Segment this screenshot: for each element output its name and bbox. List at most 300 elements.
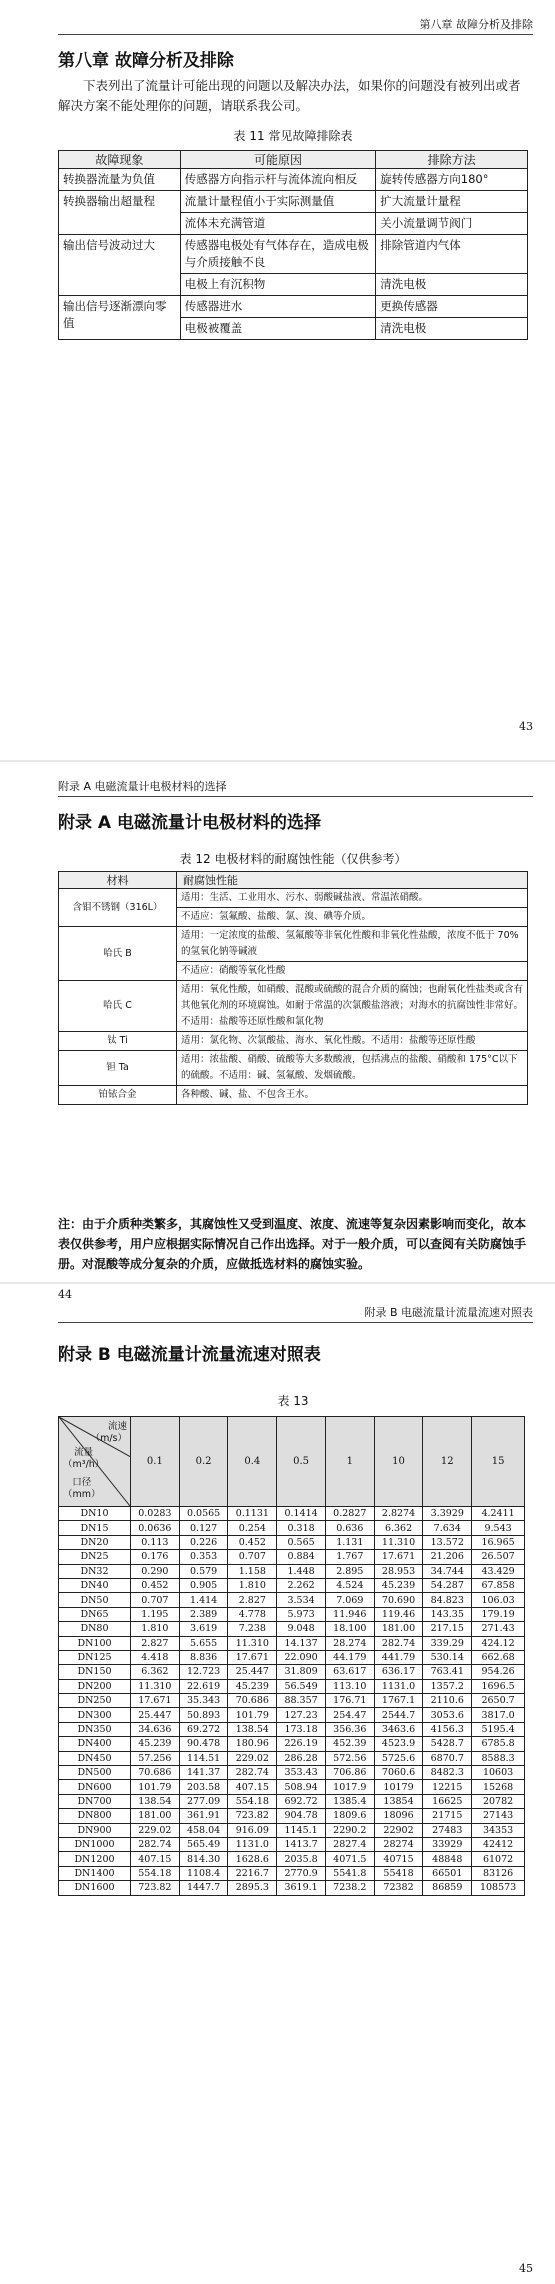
flow-value-cell: 28.274 bbox=[325, 1636, 374, 1650]
flow-value-cell: 4.524 bbox=[325, 1578, 374, 1592]
flow-value-cell: 2.389 bbox=[179, 1607, 228, 1621]
flow-value-cell: 70.686 bbox=[228, 1694, 277, 1708]
flow-value-cell: 9.048 bbox=[277, 1622, 326, 1636]
flow-value-cell: 179.19 bbox=[472, 1607, 525, 1621]
flow-value-cell: 0.452 bbox=[131, 1578, 180, 1592]
flow-value-cell: 954.26 bbox=[472, 1665, 525, 1679]
flow-value-cell: 2827.4 bbox=[325, 1837, 374, 1851]
column-header: 故障现象 bbox=[59, 151, 181, 169]
diameter-axis-label: 口径 （mm） bbox=[63, 1477, 101, 1500]
property-cell: 适用：生活、工业用水、污水、弱酸碱盐液、常温浓硝酸。 bbox=[177, 889, 528, 908]
flow-value-cell: 723.82 bbox=[228, 1809, 277, 1823]
flow-value-cell: 27143 bbox=[472, 1809, 525, 1823]
flow-value-cell: 2110.6 bbox=[423, 1694, 472, 1708]
flow-value-cell: 5428.7 bbox=[423, 1737, 472, 1751]
diameter-cell: DN350 bbox=[59, 1722, 131, 1736]
column-header: 可能原因 bbox=[180, 151, 376, 169]
diameter-cell: DN32 bbox=[59, 1564, 131, 1578]
flow-value-cell: 1.195 bbox=[131, 1607, 180, 1621]
flow-value-cell: 0.636 bbox=[325, 1521, 374, 1535]
troubleshooting-table bbox=[58, 150, 528, 340]
cause-cell: 电极上有沉积物 bbox=[180, 274, 376, 296]
flow-value-cell: 1.131 bbox=[325, 1535, 374, 1549]
material-cell: 钛 Ti bbox=[59, 1032, 177, 1051]
flow-value-cell: 2.895 bbox=[325, 1564, 374, 1578]
velocity-header: 15 bbox=[472, 1417, 525, 1507]
cause-cell: 传感器方向指示杆与流体流向相反 bbox=[180, 169, 376, 191]
diameter-cell: DN900 bbox=[59, 1823, 131, 1837]
material-cell: 钽 Ta bbox=[59, 1051, 177, 1086]
flow-value-cell: 1017.9 bbox=[325, 1780, 374, 1794]
flow-value-cell: 48848 bbox=[423, 1852, 472, 1866]
symptom-cell: 转换器输出超量程 bbox=[59, 191, 181, 235]
flow-value-cell: 5195.4 bbox=[472, 1722, 525, 1736]
flow-value-cell: 254.47 bbox=[325, 1708, 374, 1722]
flow-value-cell: 763.41 bbox=[423, 1665, 472, 1679]
flow-value-cell: 88.357 bbox=[277, 1694, 326, 1708]
flow-value-cell: 8482.3 bbox=[423, 1766, 472, 1780]
property-cell: 适用：浓盐酸、硝酸、硫酸等大多数酸液，包括沸点的盐酸、硝酸和 175°C以下的硫酸。不适用：碱、氢氟酸、发烟硫酸。 bbox=[177, 1051, 528, 1086]
material-cell: 铂铱合金 bbox=[59, 1086, 177, 1105]
flow-value-cell: 452.39 bbox=[325, 1737, 374, 1751]
flow-value-cell: 229.02 bbox=[131, 1823, 180, 1837]
flow-value-cell: 5.973 bbox=[277, 1607, 326, 1621]
property-cell: 适用：氯化物、次氯酸盐、海水、氧化性酸。不适用：盐酸等还原性酸 bbox=[177, 1032, 528, 1051]
table-row bbox=[59, 1665, 525, 1679]
diameter-cell: DN250 bbox=[59, 1694, 131, 1708]
table-header-row bbox=[59, 872, 528, 889]
flow-value-cell: 286.28 bbox=[277, 1751, 326, 1765]
cause-cell: 流体未充满管道 bbox=[180, 213, 376, 235]
page-43 bbox=[0, 0, 555, 760]
flow-value-cell: 904.78 bbox=[277, 1809, 326, 1823]
flow-value-cell: 114.51 bbox=[179, 1751, 228, 1765]
flow-value-cell: 1385.4 bbox=[325, 1794, 374, 1808]
flow-value-cell: 40715 bbox=[374, 1852, 423, 1866]
running-head: 附录 B 电磁流量计流量流速对照表 bbox=[364, 1306, 533, 1319]
table-caption: 表 11 常见故障排除表 bbox=[233, 129, 353, 143]
flow-value-cell: 28274 bbox=[374, 1837, 423, 1851]
flow-value-cell: 69.272 bbox=[179, 1722, 228, 1736]
flow-value-cell: 54.287 bbox=[423, 1578, 472, 1592]
flow-value-cell: 8.836 bbox=[179, 1650, 228, 1664]
material-note: 注：由于介质种类繁多，其腐蚀性又受到温度、浓度、流速等复杂因素影响而变化，故本表仅供参考，用户应根据实际情况自己作出选择。对于一般介质，可以查阅有关防腐蚀手册。对混酸等成分复杂的介质，应做抵选材料的腐蚀实验。 bbox=[58, 1217, 527, 1271]
flow-value-cell: 11.310 bbox=[131, 1679, 180, 1693]
velocity-axis-label: 流速 （m/s） bbox=[90, 1421, 127, 1444]
flow-value-cell: 3053.6 bbox=[423, 1708, 472, 1722]
flow-value-cell: 2216.7 bbox=[228, 1866, 277, 1880]
flow-value-cell: 0.254 bbox=[228, 1521, 277, 1535]
table-row bbox=[59, 927, 528, 962]
symptom-cell: 转换器流量为负值 bbox=[59, 169, 181, 191]
table-row bbox=[59, 1694, 525, 1708]
flow-value-cell: 26.507 bbox=[472, 1550, 525, 1564]
flow-value-cell: 173.18 bbox=[277, 1722, 326, 1736]
table-row bbox=[59, 1794, 525, 1808]
flow-value-cell: 42412 bbox=[472, 1837, 525, 1851]
flow-value-cell: 353.43 bbox=[277, 1766, 326, 1780]
property-cell: 适用：氧化性酸，如硝酸、混酸或硫酸的混合介质的腐蚀；也耐氧化性盐类或含有其他氧化剂的环境腐蚀。如耐于常温的次氯酸盐溶液；对海水的抗腐蚀性非常好。不适用：盐酸等还原性酸和氯化物 bbox=[177, 981, 528, 1032]
flow-value-cell: 9.543 bbox=[472, 1521, 525, 1535]
table-row bbox=[59, 1866, 525, 1880]
flow-value-cell: 108573 bbox=[472, 1881, 525, 1895]
flow-value-cell: 0.707 bbox=[228, 1550, 277, 1564]
fix-cell: 关小流量调节阀门 bbox=[376, 213, 528, 235]
flow-value-cell: 138.54 bbox=[131, 1794, 180, 1808]
table-row bbox=[59, 1622, 525, 1636]
flow-value-cell: 706.86 bbox=[325, 1766, 374, 1780]
flow-value-cell: 4156.3 bbox=[423, 1722, 472, 1736]
chapter-title: 第八章 故障分析及排除 bbox=[58, 51, 234, 71]
flow-value-cell: 143.35 bbox=[423, 1607, 472, 1621]
cause-cell: 流量计量程值小于实际测量值 bbox=[180, 191, 376, 213]
flow-value-cell: 34.636 bbox=[131, 1722, 180, 1736]
page-45 bbox=[0, 1284, 555, 2284]
diameter-cell: DN1000 bbox=[59, 1837, 131, 1851]
table-row bbox=[59, 1766, 525, 1780]
flow-value-cell: 0.226 bbox=[179, 1535, 228, 1549]
flow-value-cell: 83126 bbox=[472, 1866, 525, 1880]
flow-value-cell: 13.572 bbox=[423, 1535, 472, 1549]
table-row bbox=[59, 1507, 525, 1521]
header-rule bbox=[58, 34, 533, 35]
flow-value-cell: 90.478 bbox=[179, 1737, 228, 1751]
table-row bbox=[59, 1578, 525, 1592]
flow-value-cell: 4.778 bbox=[228, 1607, 277, 1621]
flow-value-cell: 282.74 bbox=[131, 1837, 180, 1851]
flow-value-cell: 407.15 bbox=[131, 1852, 180, 1866]
table-row bbox=[59, 889, 528, 908]
flow-value-cell: 22.619 bbox=[179, 1679, 228, 1693]
table-row bbox=[59, 1780, 525, 1794]
material-cell: 哈氏 B bbox=[59, 927, 177, 981]
flow-value-cell: 4.2411 bbox=[472, 1507, 525, 1521]
header-rule bbox=[58, 796, 533, 797]
table-row bbox=[59, 1535, 525, 1549]
flow-value-cell: 0.1414 bbox=[277, 1507, 326, 1521]
flow-value-cell: 22.090 bbox=[277, 1650, 326, 1664]
page-44 bbox=[0, 762, 555, 1282]
flow-value-cell: 27483 bbox=[423, 1823, 472, 1837]
running-head: 第八章 故障分析及排除 bbox=[419, 18, 533, 31]
flow-value-cell: 0.290 bbox=[131, 1564, 180, 1578]
flow-axis-label: 流量 （m³/h） bbox=[63, 1447, 105, 1470]
flow-value-cell: 12.723 bbox=[179, 1665, 228, 1679]
table-row bbox=[59, 1823, 525, 1837]
table-row bbox=[59, 169, 528, 191]
flow-value-cell: 217.15 bbox=[423, 1622, 472, 1636]
flow-value-cell: 0.127 bbox=[179, 1521, 228, 1535]
flow-value-cell: 141.37 bbox=[179, 1766, 228, 1780]
intro-paragraph: 下表列出了流量计可能出现的问题以及解决办法，如果你的问题没有被列出或者解决方案不能处理你的问题，请联系我公司。 bbox=[58, 78, 521, 113]
table-row bbox=[59, 235, 528, 274]
flow-value-cell: 1357.2 bbox=[423, 1679, 472, 1693]
table-row bbox=[59, 191, 528, 213]
table-row bbox=[59, 1722, 525, 1736]
flow-value-cell: 1696.5 bbox=[472, 1679, 525, 1693]
flow-value-cell: 1413.7 bbox=[277, 1837, 326, 1851]
flow-value-cell: 86859 bbox=[423, 1881, 472, 1895]
flow-value-cell: 6.362 bbox=[374, 1521, 423, 1535]
flow-value-cell: 45.239 bbox=[131, 1737, 180, 1751]
flow-value-cell: 61072 bbox=[472, 1852, 525, 1866]
flow-value-cell: 3817.0 bbox=[472, 1708, 525, 1722]
diameter-cell: DN50 bbox=[59, 1593, 131, 1607]
flow-value-cell: 1131.0 bbox=[228, 1837, 277, 1851]
flow-value-cell: 31.809 bbox=[277, 1665, 326, 1679]
corner-header-cell bbox=[59, 1417, 131, 1507]
flow-value-cell: 3619.1 bbox=[277, 1881, 326, 1895]
diameter-cell: DN125 bbox=[59, 1650, 131, 1664]
diameter-cell: DN1200 bbox=[59, 1852, 131, 1866]
flow-value-cell: 25.447 bbox=[131, 1708, 180, 1722]
flow-value-cell: 0.884 bbox=[277, 1550, 326, 1564]
flow-value-cell: 229.02 bbox=[228, 1751, 277, 1765]
symptom-cell: 输出信号波动过大 bbox=[59, 235, 181, 296]
flow-value-cell: 424.12 bbox=[472, 1636, 525, 1650]
velocity-header: 0.2 bbox=[179, 1417, 228, 1507]
table-row bbox=[59, 1032, 528, 1051]
flow-value-cell: 127.23 bbox=[277, 1708, 326, 1722]
flow-value-cell: 277.09 bbox=[179, 1794, 228, 1808]
flow-value-cell: 7.238 bbox=[228, 1622, 277, 1636]
flow-value-cell: 361.91 bbox=[179, 1809, 228, 1823]
flow-value-cell: 6785.8 bbox=[472, 1737, 525, 1751]
flow-value-cell: 530.14 bbox=[423, 1650, 472, 1664]
flow-value-cell: 0.353 bbox=[179, 1550, 228, 1564]
flow-value-cell: 16.965 bbox=[472, 1535, 525, 1549]
flow-value-cell: 57.256 bbox=[131, 1751, 180, 1765]
electrode-material-table bbox=[58, 871, 528, 1105]
diameter-cell: DN1400 bbox=[59, 1866, 131, 1880]
flow-value-cell: 339.29 bbox=[423, 1636, 472, 1650]
flow-value-cell: 63.617 bbox=[325, 1665, 374, 1679]
diameter-cell: DN700 bbox=[59, 1794, 131, 1808]
flow-value-cell: 508.94 bbox=[277, 1780, 326, 1794]
flow-value-cell: 692.72 bbox=[277, 1794, 326, 1808]
flow-value-cell: 34353 bbox=[472, 1823, 525, 1837]
table-row bbox=[59, 1550, 525, 1564]
flow-value-cell: 2650.7 bbox=[472, 1694, 525, 1708]
flow-value-cell: 662.68 bbox=[472, 1650, 525, 1664]
flow-value-cell: 0.905 bbox=[179, 1578, 228, 1592]
flow-value-cell: 0.2827 bbox=[325, 1507, 374, 1521]
flow-value-cell: 15268 bbox=[472, 1780, 525, 1794]
previous-page-number: 44 bbox=[58, 1288, 72, 1301]
appendix-title: 附录 B 电磁流量计流量流速对照表 bbox=[58, 1345, 321, 1365]
velocity-header: 10 bbox=[374, 1417, 423, 1507]
flow-value-cell: 0.707 bbox=[131, 1593, 180, 1607]
diameter-cell: DN25 bbox=[59, 1550, 131, 1564]
diameter-cell: DN450 bbox=[59, 1751, 131, 1765]
flow-value-cell: 7.069 bbox=[325, 1593, 374, 1607]
velocity-header: 12 bbox=[423, 1417, 472, 1507]
flow-value-cell: 814.30 bbox=[179, 1852, 228, 1866]
flow-value-cell: 572.56 bbox=[325, 1751, 374, 1765]
flow-value-cell: 28.953 bbox=[374, 1564, 423, 1578]
table-row bbox=[59, 1593, 525, 1607]
diameter-cell: DN15 bbox=[59, 1521, 131, 1535]
flow-value-cell: 0.565 bbox=[277, 1535, 326, 1549]
flow-value-cell: 1131.0 bbox=[374, 1679, 423, 1693]
fix-cell: 更换传感器 bbox=[376, 296, 528, 318]
flow-value-cell: 20782 bbox=[472, 1794, 525, 1808]
flow-value-cell: 0.579 bbox=[179, 1564, 228, 1578]
velocity-header: 0.1 bbox=[131, 1417, 180, 1507]
flow-value-cell: 180.96 bbox=[228, 1737, 277, 1751]
table-row bbox=[59, 1636, 525, 1650]
diameter-cell: DN80 bbox=[59, 1622, 131, 1636]
flow-value-cell: 5.655 bbox=[179, 1636, 228, 1650]
page-number: 45 bbox=[519, 2262, 533, 2275]
flow-value-cell: 17.671 bbox=[228, 1650, 277, 1664]
flow-value-cell: 1.414 bbox=[179, 1593, 228, 1607]
flow-value-cell: 2.827 bbox=[131, 1636, 180, 1650]
flow-value-cell: 3.534 bbox=[277, 1593, 326, 1607]
flow-value-cell: 2290.2 bbox=[325, 1823, 374, 1837]
diameter-cell: DN300 bbox=[59, 1708, 131, 1722]
flow-value-cell: 176.71 bbox=[325, 1694, 374, 1708]
flow-value-cell: 441.79 bbox=[374, 1650, 423, 1664]
flow-value-cell: 6.362 bbox=[131, 1665, 180, 1679]
flow-value-cell: 1809.6 bbox=[325, 1809, 374, 1823]
flow-value-cell: 50.893 bbox=[179, 1708, 228, 1722]
flow-value-cell: 0.113 bbox=[131, 1535, 180, 1549]
flow-value-cell: 56.549 bbox=[277, 1679, 326, 1693]
flow-value-cell: 3.619 bbox=[179, 1622, 228, 1636]
flow-value-cell: 119.46 bbox=[374, 1607, 423, 1621]
flow-value-cell: 226.19 bbox=[277, 1737, 326, 1751]
flow-value-cell: 17.671 bbox=[374, 1550, 423, 1564]
flow-value-cell: 0.0565 bbox=[179, 1507, 228, 1521]
flow-value-cell: 2770.9 bbox=[277, 1866, 326, 1880]
flow-value-cell: 7238.2 bbox=[325, 1881, 374, 1895]
flow-value-cell: 0.318 bbox=[277, 1521, 326, 1535]
flow-value-cell: 34.744 bbox=[423, 1564, 472, 1578]
flow-value-cell: 356.36 bbox=[325, 1722, 374, 1736]
diameter-cell: DN200 bbox=[59, 1679, 131, 1693]
flow-value-cell: 1145.1 bbox=[277, 1823, 326, 1837]
flow-value-cell: 35.343 bbox=[179, 1694, 228, 1708]
table-header-row bbox=[59, 151, 528, 169]
column-header: 排除方法 bbox=[376, 151, 528, 169]
flow-value-cell: 1108.4 bbox=[179, 1866, 228, 1880]
flow-value-cell: 407.15 bbox=[228, 1780, 277, 1794]
symptom-cell: 输出信号逐渐漂向零值 bbox=[59, 296, 181, 340]
flow-value-cell: 10603 bbox=[472, 1766, 525, 1780]
flow-value-cell: 4.418 bbox=[131, 1650, 180, 1664]
flow-value-cell: 2544.7 bbox=[374, 1708, 423, 1722]
table-row bbox=[59, 1607, 525, 1621]
flow-value-cell: 106.03 bbox=[472, 1593, 525, 1607]
flow-value-cell: 181.00 bbox=[374, 1622, 423, 1636]
flow-value-cell: 2035.8 bbox=[277, 1852, 326, 1866]
table-row bbox=[59, 1852, 525, 1866]
table-row bbox=[59, 1051, 528, 1086]
cause-cell: 传感器电极处有气体存在，造成电极与介质接触不良 bbox=[180, 235, 376, 274]
table-row bbox=[59, 1809, 525, 1823]
flow-value-cell: 458.04 bbox=[179, 1823, 228, 1837]
flow-value-cell: 45.239 bbox=[228, 1679, 277, 1693]
column-header: 耐腐蚀性能 bbox=[177, 872, 528, 889]
table-row bbox=[59, 1521, 525, 1535]
flow-value-cell: 22902 bbox=[374, 1823, 423, 1837]
flow-value-cell: 70.690 bbox=[374, 1593, 423, 1607]
property-cell: 不适应：硝酸等氧化性酸 bbox=[177, 962, 528, 981]
diameter-cell: DN150 bbox=[59, 1665, 131, 1679]
diameter-cell: DN600 bbox=[59, 1780, 131, 1794]
flow-value-cell: 101.79 bbox=[228, 1708, 277, 1722]
flow-value-cell: 203.58 bbox=[179, 1780, 228, 1794]
fix-cell: 清洗电极 bbox=[376, 274, 528, 296]
table-row bbox=[59, 981, 528, 1032]
flow-value-cell: 138.54 bbox=[228, 1722, 277, 1736]
column-header: 材料 bbox=[59, 872, 177, 889]
flow-value-cell: 3463.6 bbox=[374, 1722, 423, 1736]
velocity-header: 1 bbox=[325, 1417, 374, 1507]
cause-cell: 电极被覆盖 bbox=[180, 318, 376, 340]
flow-value-cell: 2.8274 bbox=[374, 1507, 423, 1521]
table-caption: 表 13 bbox=[277, 1394, 309, 1408]
table-row bbox=[59, 296, 528, 318]
flow-value-cell: 4071.5 bbox=[325, 1852, 374, 1866]
appendix-title: 附录 A 电磁流量计电极材料的选择 bbox=[58, 813, 321, 833]
table-row bbox=[59, 1737, 525, 1751]
table-row bbox=[59, 1837, 525, 1851]
flow-value-cell: 16625 bbox=[423, 1794, 472, 1808]
property-cell: 不适应：氢氟酸、盐酸、氯、溴、碘等介质。 bbox=[177, 908, 528, 927]
flow-value-cell: 1.810 bbox=[131, 1622, 180, 1636]
flow-value-cell: 0.1131 bbox=[228, 1507, 277, 1521]
flow-value-cell: 1767.1 bbox=[374, 1694, 423, 1708]
cause-cell: 传感器进水 bbox=[180, 296, 376, 318]
fix-cell: 排除管道内气体 bbox=[376, 235, 528, 274]
flow-value-cell: 25.447 bbox=[228, 1665, 277, 1679]
flow-value-cell: 12215 bbox=[423, 1780, 472, 1794]
flow-value-cell: 0.176 bbox=[131, 1550, 180, 1564]
flow-table-body bbox=[59, 1507, 525, 1896]
diameter-cell: DN400 bbox=[59, 1737, 131, 1751]
flow-value-cell: 17.671 bbox=[131, 1694, 180, 1708]
diameter-cell: DN1600 bbox=[59, 1881, 131, 1895]
table-row bbox=[59, 1679, 525, 1693]
flow-value-cell: 21715 bbox=[423, 1809, 472, 1823]
velocity-header: 0.5 bbox=[277, 1417, 326, 1507]
flow-value-cell: 10179 bbox=[374, 1780, 423, 1794]
flow-value-cell: 2.827 bbox=[228, 1593, 277, 1607]
flow-value-cell: 55418 bbox=[374, 1866, 423, 1880]
flow-value-cell: 282.74 bbox=[228, 1766, 277, 1780]
table-row bbox=[59, 1564, 525, 1578]
flow-value-cell: 13854 bbox=[374, 1794, 423, 1808]
flow-value-cell: 11.310 bbox=[374, 1535, 423, 1549]
diameter-cell: DN10 bbox=[59, 1507, 131, 1521]
table-row bbox=[59, 1881, 525, 1895]
flow-value-cell: 1.810 bbox=[228, 1578, 277, 1592]
fix-cell: 清洗电极 bbox=[376, 318, 528, 340]
header-rule bbox=[58, 1322, 533, 1323]
flow-velocity-table bbox=[58, 1416, 525, 1896]
flow-value-cell: 7.634 bbox=[423, 1521, 472, 1535]
flow-value-cell: 33929 bbox=[423, 1837, 472, 1851]
flow-value-cell: 21.206 bbox=[423, 1550, 472, 1564]
property-cell: 适用：一定浓度的盐酸、氢氟酸等非氧化性酸和非氧化性盐酸，浓度不低于 70%的氢氧化钠等碱液 bbox=[177, 927, 528, 962]
flow-value-cell: 44.179 bbox=[325, 1650, 374, 1664]
flow-value-cell: 84.823 bbox=[423, 1593, 472, 1607]
flow-value-cell: 554.18 bbox=[228, 1794, 277, 1808]
flow-value-cell: 3.3929 bbox=[423, 1507, 472, 1521]
property-cell: 各种酸、碱、盐、不包含王水。 bbox=[177, 1086, 528, 1105]
